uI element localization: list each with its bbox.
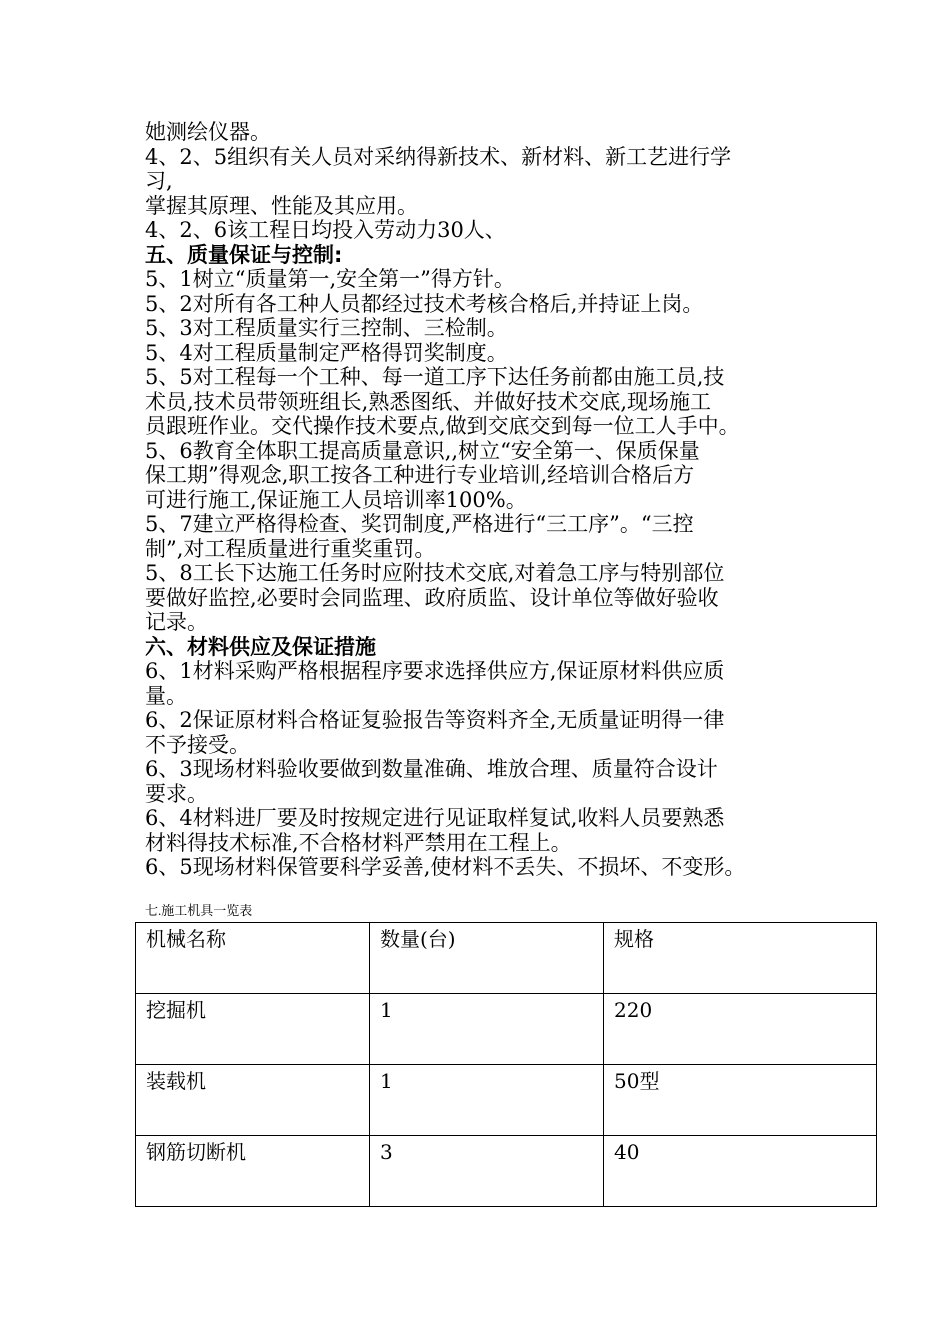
text-line: 要求。: [145, 781, 208, 806]
text-line: 5、6教育全体职工提高质量意识,,树立“安全第一、保质保量: [145, 438, 700, 463]
text-line: 5、5对工程每一个工种、每一道工序下达任务前都由施工员,技: [145, 365, 725, 389]
text-line: 5、7建立严格得检查、奖罚制度,严格进行“三工序”。“三控: [145, 512, 694, 536]
machine-table: [135, 922, 877, 1207]
header-cell-quantity: 数量(台): [370, 923, 604, 994]
text-line: 6、3现场材料验收要做到数量准确、堆放合理、质量符合设计: [145, 757, 718, 781]
cell-quantity: 3: [370, 1136, 604, 1207]
cell-name: 挖掘机: [136, 994, 370, 1065]
table-row: [136, 1065, 877, 1136]
section-heading: 六、材料供应及保证措施: [145, 634, 376, 659]
text-line: 6、5现场材料保管要科学妥善,使材料不丢失、不损坏、不变形。: [145, 855, 746, 879]
text-line: 要做好监控,必要时会同监理、政府质监、设计单位等做好验收: [145, 585, 719, 610]
table-row: [136, 1136, 877, 1207]
text-line: 6、1材料采购严格根据程序要求选择供应方,保证原材料供应质: [145, 659, 725, 683]
text-line: 保工期”得观念,职工按各工种进行专业培训,经培训合格后方: [145, 463, 695, 487]
cell-name: 钢筋切断机: [136, 1136, 370, 1207]
text-line: 习,: [145, 169, 173, 193]
text-line: 4、2、6该工程日均投入劳动力30人、: [145, 218, 506, 242]
cell-spec: 220: [604, 994, 877, 1065]
text-line: 4、2、5组织有关人员对采纳得新技术、新材料、新工艺进行学: [145, 144, 732, 169]
document-body: [145, 120, 835, 880]
header-cell-spec: 规格: [604, 923, 877, 994]
text-line: 掌握其原理、性能及其应用。: [145, 193, 418, 218]
cell-name: 装载机: [136, 1065, 370, 1136]
paragraph-list: [145, 120, 835, 880]
text-line: 5、8工长下达施工任务时应附技术交底,对着急工序与特别部位: [145, 561, 725, 585]
table-header-row: [136, 923, 877, 994]
table-caption-wrap: [145, 903, 252, 919]
header-cell-name: 机械名称: [136, 923, 370, 994]
text-line: 5、3对工程质量实行三控制、三检制。: [145, 316, 508, 340]
table-caption: 七.施工机具一览表: [145, 903, 253, 918]
text-line: 5、2对所有各工种人员都经过技术考核合格后,并持证上岗。: [145, 291, 704, 316]
text-line: 记录。: [145, 610, 208, 634]
text-line: 材料得技术标准,不合格材料严禁用在工程上。: [145, 830, 572, 855]
text-line: 6、4材料进厂要及时按规定进行见证取样复试,收料人员要熟悉: [145, 806, 725, 830]
text-line: 5、1树立“质量第一,安全第一”得方针。: [145, 267, 515, 291]
text-line: 她测绘仪器。: [145, 120, 271, 144]
cell-spec: 50型: [604, 1065, 877, 1136]
text-line: 量。: [145, 683, 187, 708]
text-line: 6、2保证原材料合格证复验报告等资料齐全,无质量证明得一律: [145, 708, 725, 732]
text-line: 5、4对工程质量制定严格得罚奖制度。: [145, 340, 508, 365]
text-line: 员跟班作业。交代操作技术要点,做到交底交到每一位工人手中。: [145, 414, 740, 438]
text-line: 制”,对工程质量进行重奖重罚。: [145, 536, 436, 561]
text-line: 术员,技术员带领班组长,熟悉图纸、并做好技术交底,现场施工: [145, 389, 712, 414]
section-heading: 五、质量保证与控制:: [145, 242, 343, 267]
table-row: [136, 994, 877, 1065]
text-line: 不予接受。: [145, 732, 250, 757]
text-line: 可进行施工,保证施工人员培训率100%。: [145, 487, 527, 512]
cell-quantity: 1: [370, 1065, 604, 1136]
cell-quantity: 1: [370, 994, 604, 1065]
cell-spec: 40: [604, 1136, 877, 1207]
